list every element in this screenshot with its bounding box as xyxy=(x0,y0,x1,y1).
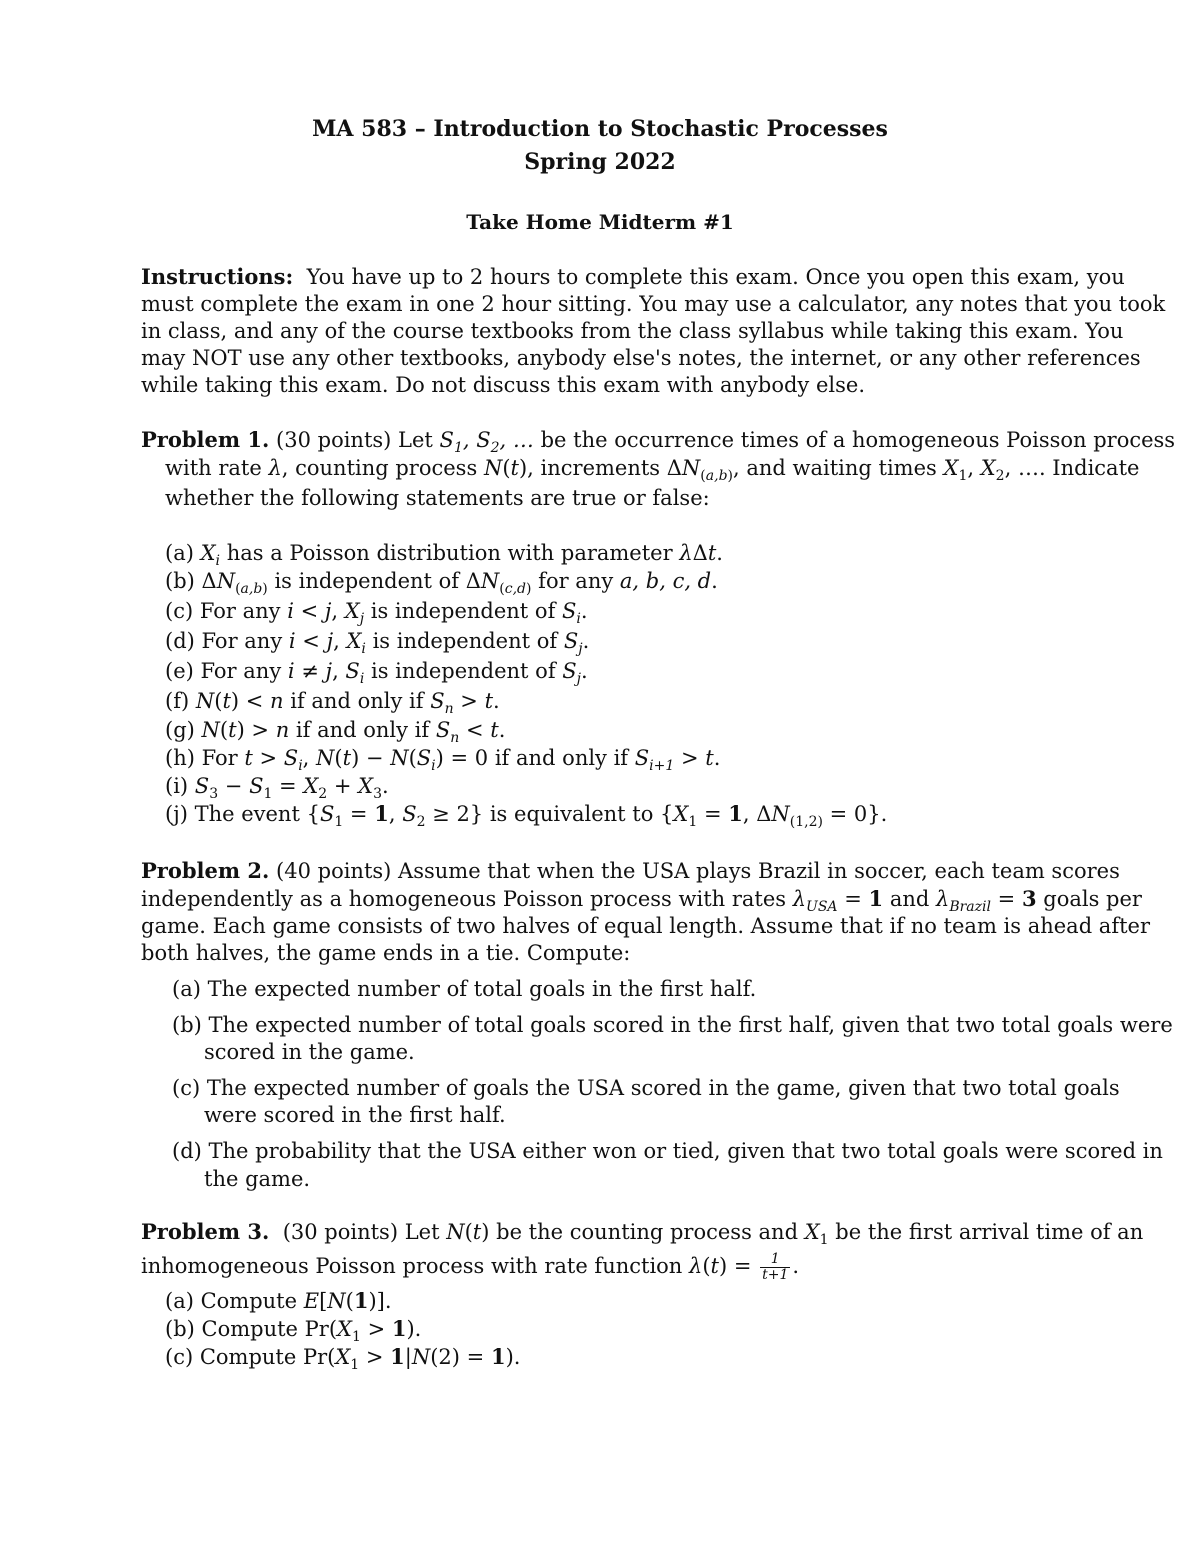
problem1-item-c: (c) For any i < j, $X_j$ is independent of $S_i$. xyxy=(165,599,588,627)
problem1-item-h: (h) For $t > S_i$, $N(t) - N(S_i) = 0$ if and only if $S_{i+1} > t$. xyxy=(165,746,721,774)
instructions-label: Instructions: xyxy=(141,264,294,289)
instructions-line-2: must complete the exam in one 2 hour sitting. You may use a calculator, any notes that you took xyxy=(141,292,1166,316)
problem2-item-d: (d) The probability that the USA either won or tied, given that two total goals were scored in xyxy=(172,1139,1163,1163)
problem1-line-2: with rate λ, counting process N(t), increments $\Delta N_{(a,b)}$, and waiting times $X_1$, $X_2$, …. Indicate xyxy=(165,456,1140,484)
problem2-line-1: Problem 2. (40 points) Assume that when the USA plays Brazil in soccer, each team scores xyxy=(141,858,1120,883)
problem1-item-a: (a) $X_i$ has a Poisson distribution with parameter λΔt. xyxy=(165,541,723,569)
problem3-item-c: (c) Compute $Pr(X_1 > 1|N(2) = 1)$. xyxy=(165,1344,521,1373)
problem2-line-4: both halves, the game ends in a tie. Compute: xyxy=(141,941,631,965)
problem3-item-a: (a) Compute E[N(1)]. xyxy=(165,1288,392,1313)
instructions-line-3: in class, and any of the course textbooks from the class syllabus while taking this exam. You xyxy=(141,319,1124,343)
problem2-item-a: (a) The expected number of total goals in the first half. xyxy=(172,977,757,1001)
problem1-label: Problem 1. xyxy=(141,427,270,452)
problem1-item-g: (g) N(t) > n if and only if $S_n < t$. xyxy=(165,718,506,746)
problem3-label: Problem 3. xyxy=(141,1219,270,1244)
problem1-item-f: (f) N(t) < n if and only if $S_n > t$. xyxy=(165,689,500,717)
instructions-line-5: while taking this exam. Do not discuss this exam with anybody else. xyxy=(141,373,865,397)
problem2-item-d-cont: the game. xyxy=(204,1167,311,1191)
term: Spring 2022 xyxy=(524,149,676,175)
problem2-item-c-cont: were scored in the first half. xyxy=(204,1103,506,1127)
problem1-item-j: (j) The event {$S_1 = 1$, $S_2 \ge 2$} is equivalent to {$X_1 = 1$, $\Delta N_{(1,2)} = 0$}. xyxy=(165,801,888,830)
course-title: MA 583 – Introduction to Stochastic Processes xyxy=(312,116,888,142)
problem2-line-3: game. Each game consists of two halves of equal length. Assume that if no team is ahead after xyxy=(141,914,1151,938)
problem3-line-1: Problem 3. (30 points) Let N(t) be the counting process and $X_1$ be the first arrival time of an xyxy=(141,1219,1144,1248)
problem2-label: Problem 2. xyxy=(141,858,270,883)
instructions-line-4: may NOT use any other textbooks, anybody else's notes, the internet, or any other references xyxy=(141,346,1141,370)
problem2-item-c: (c) The expected number of goals the USA scored in the game, given that two total goals xyxy=(172,1076,1120,1100)
problem1-line-1: Problem 1. (30 points) Let $S_1$, $S_2$, … be the occurrence times of a homogeneous Poisson process xyxy=(141,427,1176,456)
rate-fraction: $\frac{1}{t+1}$ xyxy=(762,1251,789,1283)
problem1-item-d: (d) For any i < j, $X_i$ is independent of $S_j$. xyxy=(165,629,590,657)
problem3-line-2: inhomogeneous Poisson process with rate function λ(t) = $\frac{1}{t+1}$ . xyxy=(141,1251,800,1283)
problem1-line-3: whether the following statements are true or false: xyxy=(165,486,710,510)
instructions-line-1: Instructions: You have up to 2 hours to complete this exam. Once you open this exam, you xyxy=(141,264,1125,289)
problem2-item-b-cont: scored in the game. xyxy=(204,1040,415,1064)
problem3-item-b: (b) Compute $Pr(X_1 > 1)$. xyxy=(165,1316,422,1345)
problem1-item-e: (e) For any i ≠ j, $S_i$ is independent of $S_j$. xyxy=(165,659,588,687)
problem1-item-i: (i) $S_3 - S_1 = X_2 + X_3$. xyxy=(165,774,389,802)
exam-title: Take Home Midterm #1 xyxy=(466,210,734,234)
problem1-item-b: (b) $\Delta N_{(a,b)}$ is independent of $\Delta N_{(c,d)}$ for any a, b, c, d. xyxy=(165,569,718,597)
problem2-item-b: (b) The expected number of total goals scored in the first half, given that two total goals were xyxy=(172,1013,1173,1037)
problem2-line-2: independently as a homogeneous Poisson process with rates $\lambda_{USA} = 1$ and $\lambda_{Brazil} = 3$ goals per xyxy=(141,886,1142,915)
